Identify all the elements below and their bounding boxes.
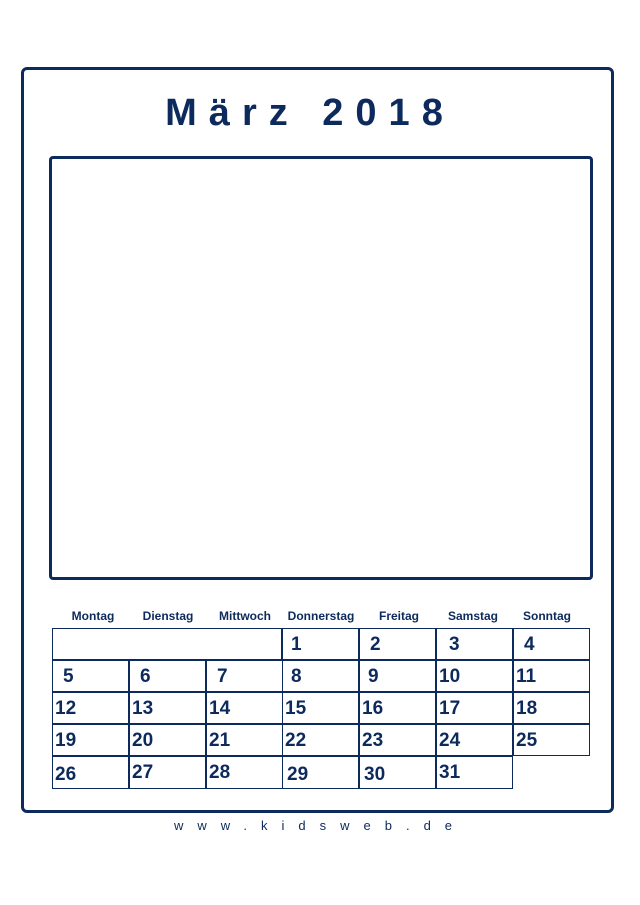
day-cell <box>436 756 513 789</box>
day-number: 5 <box>63 666 74 687</box>
day-cell <box>513 628 590 660</box>
day-cell <box>436 692 513 724</box>
weekday-tuesday: Dienstag <box>142 609 194 623</box>
day-number: 29 <box>287 764 309 785</box>
day-cell <box>129 692 206 724</box>
day-cell <box>359 692 436 724</box>
weekday-wednesday: Mittwoch <box>219 609 271 623</box>
day-number: 8 <box>291 666 302 687</box>
day-cell <box>359 724 436 756</box>
day-cell <box>436 724 513 756</box>
day-number: 22 <box>285 730 307 751</box>
calendar-title: März 2018 <box>165 92 455 134</box>
day-cell <box>359 660 436 692</box>
day-cell <box>52 756 129 789</box>
day-number: 26 <box>55 764 77 785</box>
day-cell <box>129 756 206 789</box>
empty-days <box>52 628 282 660</box>
day-number: 25 <box>516 730 538 751</box>
day-number: 18 <box>516 698 538 719</box>
weekday-friday: Freitag <box>378 609 420 623</box>
day-number: 11 <box>516 666 537 687</box>
day-number: 9 <box>368 666 379 687</box>
day-number: 23 <box>362 730 384 751</box>
day-number: 14 <box>209 698 231 719</box>
day-number: 2 <box>370 634 381 655</box>
day-cell <box>206 660 283 692</box>
day-number: 19 <box>55 730 77 751</box>
day-cell <box>436 628 513 660</box>
day-cell <box>513 660 590 692</box>
day-cell <box>52 724 129 756</box>
day-number: 30 <box>364 764 386 785</box>
day-cell <box>206 756 283 789</box>
day-cell <box>52 660 129 692</box>
day-number: 28 <box>209 762 231 783</box>
day-number: 7 <box>217 666 228 687</box>
day-number: 31 <box>439 762 461 783</box>
day-number: 3 <box>449 634 460 655</box>
day-cell <box>513 692 590 724</box>
day-cell <box>359 628 436 660</box>
day-number: 27 <box>132 762 154 783</box>
day-number: 21 <box>209 730 231 751</box>
day-number: 10 <box>439 666 461 687</box>
day-number: 20 <box>132 730 154 751</box>
day-number: 4 <box>524 634 535 655</box>
day-number: 13 <box>132 698 154 719</box>
day-cell <box>436 660 513 692</box>
day-number: 15 <box>285 698 307 719</box>
day-cell <box>359 756 436 789</box>
photo-placeholder <box>49 156 593 580</box>
weekday-monday: Montag <box>71 609 115 623</box>
day-number: 16 <box>362 698 384 719</box>
day-cell <box>282 756 359 789</box>
weekday-saturday: Samstag <box>447 609 499 623</box>
weekday-thursday: Donnerstag <box>287 609 355 623</box>
day-cell <box>206 724 283 756</box>
website-footer: www.kidsweb.de <box>173 818 467 833</box>
day-number: 24 <box>439 730 461 751</box>
day-cell <box>206 692 283 724</box>
day-cell <box>513 724 590 756</box>
weekday-sunday: Sonntag <box>523 609 571 623</box>
day-number: 12 <box>55 698 77 719</box>
day-cell <box>282 628 359 660</box>
day-number: 6 <box>140 666 151 687</box>
day-cell <box>129 660 206 692</box>
day-cell <box>282 660 359 692</box>
day-number: 1 <box>291 634 302 655</box>
day-cell <box>282 724 359 756</box>
day-cell <box>52 692 129 724</box>
day-cell <box>129 724 206 756</box>
day-cell <box>282 692 359 724</box>
day-number: 17 <box>439 698 461 719</box>
